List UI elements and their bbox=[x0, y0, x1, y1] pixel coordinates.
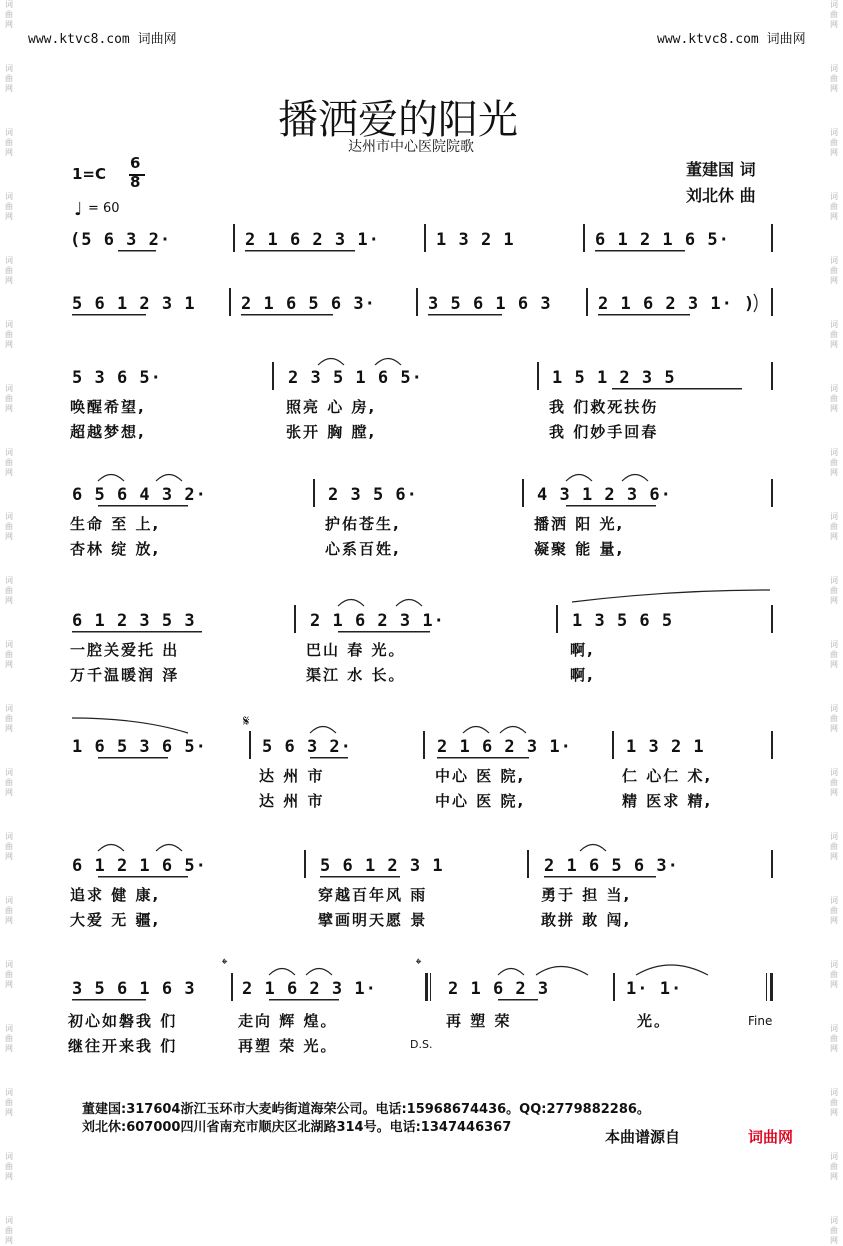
site-header-left[interactable]: www.ktvc8.com 词曲网 bbox=[28, 32, 177, 47]
underline-beam bbox=[245, 250, 355, 252]
slur bbox=[269, 969, 295, 976]
quarter-note-icon: ♩ bbox=[74, 199, 83, 220]
slur bbox=[396, 600, 422, 607]
underline-beam bbox=[544, 876, 656, 878]
composer-contact: 刘北休:607000四川省南充市顺庆区北湖路314号。电话:1347446367 bbox=[82, 1120, 512, 1135]
watermark-text: 词 曲 网 bbox=[830, 640, 838, 669]
watermark-text: 词 曲 网 bbox=[830, 896, 838, 925]
lyric-verse1: 照亮 心 房, bbox=[286, 398, 377, 416]
lyric-verse2: 杏林 绽 放, bbox=[70, 540, 161, 558]
watermark-text: 词 曲 网 bbox=[830, 256, 838, 285]
measure: 4 3 1 2 3 6· bbox=[537, 485, 672, 505]
measure: 2 1 6 2 3 1· bbox=[310, 611, 445, 631]
underline-beam bbox=[98, 876, 188, 878]
watermark-text: 词 曲 网 bbox=[5, 0, 13, 29]
watermark-text: 词 曲 网 bbox=[5, 896, 13, 925]
measure: 6 1 2 1 6 5· bbox=[72, 856, 207, 876]
slur bbox=[318, 359, 344, 366]
slur bbox=[498, 969, 524, 976]
measure: 3 5 6 1 6 3 bbox=[72, 979, 196, 999]
measure: 1· 1· bbox=[626, 979, 683, 999]
segno-icon: 𝄋 bbox=[243, 712, 250, 730]
lyric-verse2: 大爱 无 疆, bbox=[70, 911, 161, 929]
song-subtitle: 达州市中心医院院歌 bbox=[348, 139, 474, 155]
lyric-verse2: 精 医求 精, bbox=[622, 792, 713, 810]
measure: 2 1 6 2 3 1· ) bbox=[598, 294, 756, 314]
measure: 2 1 6 2 3 1· bbox=[437, 737, 572, 757]
underline-beam bbox=[72, 631, 202, 633]
measure: (5 6 3 2· bbox=[70, 230, 172, 250]
lyric-verse1: 我 们救死扶伤 bbox=[549, 398, 659, 416]
measure: 2 1 6 2 3 1· bbox=[242, 979, 377, 999]
lyricist-credit: 董建国 词 bbox=[686, 160, 756, 179]
underline-beam bbox=[428, 314, 502, 316]
bracket-close bbox=[754, 294, 757, 312]
watermark-text: 词 曲 网 bbox=[5, 320, 13, 349]
watermark-text: 词 曲 网 bbox=[5, 448, 13, 477]
measure: 3 5 6 1 6 3 bbox=[428, 294, 552, 314]
watermark-text: 词 曲 网 bbox=[830, 576, 838, 605]
lyric-verse2: 中心 医 院, bbox=[435, 792, 526, 810]
measure: 2 3 5 1 6 5· bbox=[288, 368, 423, 388]
measure: 2 1 6 2 3 bbox=[448, 979, 550, 999]
underline-beam bbox=[98, 505, 188, 507]
slur bbox=[500, 727, 526, 734]
underline-beam bbox=[98, 757, 168, 759]
measure: 6 1 2 3 5 3 bbox=[72, 611, 196, 631]
underline-beam bbox=[72, 999, 146, 1001]
lyric-verse2: 擘画明天愿 景 bbox=[318, 911, 428, 929]
lyric-verse1: 走向 辉 煌。 bbox=[238, 1012, 338, 1030]
underline-beam bbox=[566, 505, 656, 507]
watermark-text: 词 曲 网 bbox=[5, 768, 13, 797]
underline-beam bbox=[269, 999, 339, 1001]
measure: 2 3 5 6· bbox=[328, 485, 418, 505]
coda-icon: 𝄌 bbox=[222, 955, 228, 973]
watermark-text: 词 曲 网 bbox=[830, 320, 838, 349]
lyric-verse1: 生命 至 上, bbox=[70, 515, 161, 533]
watermark-text: 词 曲 网 bbox=[830, 704, 838, 733]
slur bbox=[580, 845, 606, 852]
watermark-text: 词 曲 网 bbox=[5, 640, 13, 669]
underline-beam bbox=[498, 999, 538, 1001]
watermark-text: 词 曲 网 bbox=[5, 512, 13, 541]
watermark-text: 词 曲 网 bbox=[5, 576, 13, 605]
underline-beam bbox=[338, 631, 430, 633]
source-label: 本曲谱源自 bbox=[605, 1128, 681, 1146]
measure: 5 6 3 2· bbox=[262, 737, 352, 757]
watermark-text: 词 曲 网 bbox=[5, 704, 13, 733]
lyric-verse1: 达 州 市 bbox=[259, 767, 325, 785]
watermark-text: 词 曲 网 bbox=[830, 64, 838, 93]
watermark-text: 词 曲 网 bbox=[830, 448, 838, 477]
tie bbox=[636, 965, 708, 975]
slur bbox=[536, 967, 588, 976]
underline-beam bbox=[437, 757, 529, 759]
watermark-text: 词 曲 网 bbox=[830, 512, 838, 541]
slur bbox=[463, 727, 489, 734]
song-title: 播洒爱的阳光 bbox=[278, 97, 518, 143]
lyric-verse1: 播洒 阳 光, bbox=[534, 515, 625, 533]
watermark-text: 词 曲 网 bbox=[5, 256, 13, 285]
time-denominator: 8 bbox=[130, 173, 141, 191]
key-signature: 1=C bbox=[72, 165, 107, 183]
lyric-verse1: 仁 心仁 术, bbox=[622, 767, 713, 785]
watermark-text: 词 曲 网 bbox=[5, 1024, 13, 1053]
lyric-verse1: 初心如磐我 们 bbox=[68, 1012, 178, 1030]
watermark-text: 词 曲 网 bbox=[5, 1088, 13, 1117]
lyric-verse1: 一腔关爱托 出 bbox=[70, 641, 180, 659]
watermark-text: 词 曲 网 bbox=[830, 1216, 838, 1245]
lyric-verse1: 唤醒希望, bbox=[70, 398, 146, 416]
lyric-verse1: 中心 医 院, bbox=[435, 767, 526, 785]
measure: 2 1 6 5 6 3· bbox=[544, 856, 679, 876]
measure: 5 6 1 2 3 1 bbox=[320, 856, 444, 876]
watermark-text: 词 曲 网 bbox=[5, 832, 13, 861]
slur bbox=[566, 475, 592, 482]
lyric-verse1: 护佑苍生, bbox=[325, 515, 401, 533]
composer-credit: 刘北休 曲 bbox=[686, 186, 756, 205]
slur bbox=[622, 475, 648, 482]
underline-beam bbox=[595, 250, 685, 252]
underline-beam bbox=[612, 388, 742, 390]
lyric-verse1: 追求 健 康, bbox=[70, 886, 161, 904]
watermark-text: 词 曲 网 bbox=[830, 192, 838, 221]
underline-beam bbox=[310, 757, 348, 759]
time-numerator: 6 bbox=[130, 154, 141, 172]
watermark-text: 词 曲 网 bbox=[830, 1152, 838, 1181]
watermark-text: 词 曲 网 bbox=[5, 128, 13, 157]
lyric-verse2: 达 州 市 bbox=[259, 792, 325, 810]
watermark-text: 词 曲 网 bbox=[830, 960, 838, 989]
slur bbox=[338, 600, 364, 607]
slur bbox=[375, 359, 401, 366]
lyric-verse1: 勇于 担 当, bbox=[541, 886, 632, 904]
lyric-verse1: 穿越百年风 雨 bbox=[318, 886, 428, 904]
slur bbox=[98, 845, 124, 852]
watermark-text: 词 曲 网 bbox=[830, 768, 838, 797]
lyric-verse2: 再塑 荣 光。 bbox=[238, 1037, 338, 1055]
slur bbox=[98, 475, 124, 482]
watermark-text: 词 曲 网 bbox=[830, 0, 838, 29]
lyric-verse1: 光。 bbox=[637, 1012, 672, 1030]
measure: 1 5 1 2 3 5 bbox=[552, 368, 676, 388]
underline-beam bbox=[72, 314, 146, 316]
lyric-verse2: 凝聚 能 量, bbox=[534, 540, 625, 558]
watermark-text: 词 曲 网 bbox=[5, 384, 13, 413]
lyric-verse2: 心系百姓, bbox=[325, 540, 401, 558]
slur bbox=[156, 475, 182, 482]
slur bbox=[156, 845, 182, 852]
site-header-right[interactable]: www.ktvc8.com 词曲网 bbox=[657, 32, 806, 47]
lyric-verse2: 超越梦想, bbox=[70, 423, 146, 441]
slur bbox=[310, 727, 336, 734]
lyric-verse1: 啊, bbox=[570, 641, 595, 659]
phrase-line bbox=[72, 718, 188, 733]
watermark-text: 词 曲 网 bbox=[5, 960, 13, 989]
watermark-text: 词 曲 网 bbox=[5, 1152, 13, 1181]
lyric-verse2: 继往开来我 们 bbox=[68, 1037, 178, 1055]
measure: 2 1 6 2 3 1· bbox=[245, 230, 380, 250]
watermark-text: 词 曲 网 bbox=[830, 384, 838, 413]
lyric-verse2: 敢拼 敢 闯, bbox=[541, 911, 632, 929]
lyric-verse1: 再 塑 荣 bbox=[446, 1012, 512, 1030]
lyric-verse2: 万千温暖润 泽 bbox=[70, 666, 180, 684]
watermark-text: 词 曲 网 bbox=[5, 1216, 13, 1245]
ds-mark: D.S. bbox=[410, 1038, 433, 1051]
measure: 1 6 5 3 6 5· bbox=[72, 737, 207, 757]
measure: 1 3 2 1 bbox=[626, 737, 705, 757]
lyric-verse2: 啊, bbox=[570, 666, 595, 684]
lyric-verse1: 巴山 春 光。 bbox=[306, 641, 406, 659]
underline-beam bbox=[241, 314, 333, 316]
underline-beam bbox=[598, 314, 690, 316]
tempo-marking: = 60 bbox=[88, 201, 120, 216]
underline-beam bbox=[320, 876, 400, 878]
measure: 5 6 1 2 3 1 bbox=[72, 294, 196, 314]
coda-icon: 𝄌 bbox=[416, 955, 422, 973]
watermark-text: 词 曲 网 bbox=[830, 1024, 838, 1053]
watermark-text: 词 曲 网 bbox=[5, 64, 13, 93]
measure: 1 3 2 1 bbox=[436, 230, 515, 250]
phrase-line bbox=[572, 590, 770, 602]
watermark-text: 词 曲 网 bbox=[5, 192, 13, 221]
slur bbox=[306, 969, 332, 976]
measure: 1 3 5 6 5 bbox=[572, 611, 674, 631]
measure: 6 1 2 1 6 5· bbox=[595, 230, 730, 250]
lyric-verse2: 渠江 水 长。 bbox=[306, 666, 406, 684]
underline-beam bbox=[118, 250, 156, 252]
watermark-text: 词 曲 网 bbox=[830, 128, 838, 157]
measure: 5 3 6 5· bbox=[72, 368, 162, 388]
fine-mark: Fine bbox=[748, 1014, 773, 1028]
watermark-text: 词 曲 网 bbox=[830, 1088, 838, 1117]
measure: 2 1 6 5 6 3· bbox=[241, 294, 376, 314]
watermark-text: 词 曲 网 bbox=[830, 832, 838, 861]
lyricist-contact: 董建国:317604浙江玉环市大麦屿街道海荣公司。电话:15968674436。QQ:2779882286。 bbox=[82, 1102, 650, 1117]
lyric-verse2: 张开 胸 膛, bbox=[286, 423, 377, 441]
measure: 6 5 6 4 3 2· bbox=[72, 485, 207, 505]
brand-logo-text[interactable]: 词曲网 bbox=[748, 1128, 794, 1146]
lyric-verse2: 我 们妙手回春 bbox=[549, 423, 659, 441]
